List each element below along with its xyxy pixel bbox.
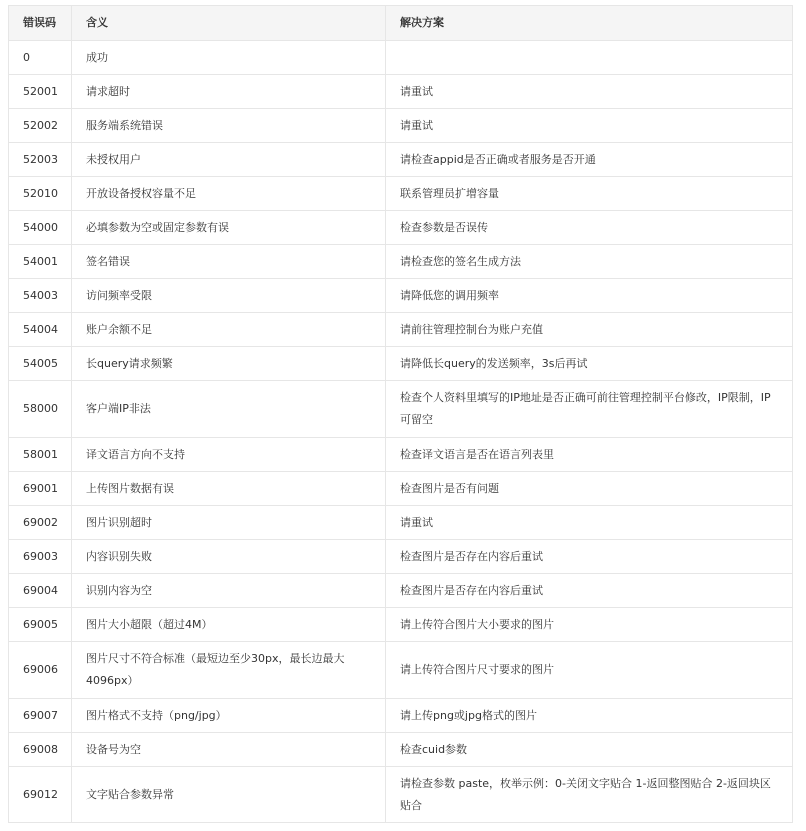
table-row xyxy=(9,143,793,177)
cell-code: 69008 xyxy=(9,733,72,767)
cell-meaning: 译文语言方向不支持 xyxy=(72,438,386,472)
cell-solution: 请重试 xyxy=(386,506,793,540)
table-header-row xyxy=(9,6,793,41)
cell-code: 69004 xyxy=(9,574,72,608)
cell-code: 52001 xyxy=(9,75,72,109)
table-row xyxy=(9,699,793,733)
cell-code: 58000 xyxy=(9,381,72,438)
cell-solution xyxy=(386,41,793,75)
cell-code: 69007 xyxy=(9,699,72,733)
cell-meaning: 识别内容为空 xyxy=(72,574,386,608)
table-row xyxy=(9,767,793,823)
cell-meaning: 客户端IP非法 xyxy=(72,381,386,438)
cell-code: 58001 xyxy=(9,438,72,472)
table-row xyxy=(9,574,793,608)
table-row xyxy=(9,109,793,143)
cell-code: 54000 xyxy=(9,211,72,245)
cell-solution: 检查个人资料里填写的IP地址是否正确可前往管理控制平台修改，IP限制，IP可留空 xyxy=(386,381,793,438)
cell-solution: 请上传符合图片尺寸要求的图片 xyxy=(386,642,793,699)
table-row xyxy=(9,245,793,279)
cell-solution: 请上传png或jpg格式的图片 xyxy=(386,699,793,733)
cell-code: 52002 xyxy=(9,109,72,143)
cell-code: 54001 xyxy=(9,245,72,279)
cell-solution: 检查图片是否存在内容后重试 xyxy=(386,574,793,608)
table-row xyxy=(9,608,793,642)
table-row xyxy=(9,313,793,347)
table-row xyxy=(9,381,793,438)
cell-solution: 检查参数是否误传 xyxy=(386,211,793,245)
cell-solution: 请前往管理控制台为账户充值 xyxy=(386,313,793,347)
cell-code: 69012 xyxy=(9,767,72,823)
cell-meaning: 签名错误 xyxy=(72,245,386,279)
table-row xyxy=(9,733,793,767)
cell-meaning: 图片尺寸不符合标准（最短边至少30px，最长边最大4096px） xyxy=(72,642,386,699)
table-row xyxy=(9,438,793,472)
cell-meaning: 必填参数为空或固定参数有误 xyxy=(72,211,386,245)
cell-meaning: 未授权用户 xyxy=(72,143,386,177)
table-row xyxy=(9,506,793,540)
header-meaning: 含义 xyxy=(72,6,386,41)
cell-code: 69005 xyxy=(9,608,72,642)
header-code: 错误码 xyxy=(9,6,72,41)
cell-code: 54004 xyxy=(9,313,72,347)
cell-solution: 请上传符合图片大小要求的图片 xyxy=(386,608,793,642)
cell-meaning: 请求超时 xyxy=(72,75,386,109)
cell-solution: 请检查appid是否正确或者服务是否开通 xyxy=(386,143,793,177)
cell-code: 69006 xyxy=(9,642,72,699)
cell-solution: 请降低长query的发送频率，3s后再试 xyxy=(386,347,793,381)
cell-meaning: 服务端系统错误 xyxy=(72,109,386,143)
table-row xyxy=(9,75,793,109)
table-row xyxy=(9,642,793,699)
cell-solution: 检查图片是否存在内容后重试 xyxy=(386,540,793,574)
table-row xyxy=(9,279,793,313)
cell-meaning: 图片格式不支持（png/jpg） xyxy=(72,699,386,733)
cell-code: 69001 xyxy=(9,472,72,506)
cell-meaning: 开放设备授权容量不足 xyxy=(72,177,386,211)
cell-code: 52003 xyxy=(9,143,72,177)
cell-meaning: 图片识别超时 xyxy=(72,506,386,540)
table-row xyxy=(9,472,793,506)
cell-code: 54003 xyxy=(9,279,72,313)
cell-solution: 检查图片是否有问题 xyxy=(386,472,793,506)
cell-meaning: 文字贴合参数异常 xyxy=(72,767,386,823)
cell-code: 0 xyxy=(9,41,72,75)
cell-meaning: 内容识别失败 xyxy=(72,540,386,574)
cell-meaning: 上传图片数据有误 xyxy=(72,472,386,506)
cell-meaning: 成功 xyxy=(72,41,386,75)
cell-code: 52010 xyxy=(9,177,72,211)
cell-code: 54005 xyxy=(9,347,72,381)
error-code-table xyxy=(8,5,793,823)
cell-code: 69003 xyxy=(9,540,72,574)
cell-solution: 检查cuid参数 xyxy=(386,733,793,767)
cell-solution: 联系管理员扩增容量 xyxy=(386,177,793,211)
cell-solution: 请降低您的调用频率 xyxy=(386,279,793,313)
header-solution: 解决方案 xyxy=(386,6,793,41)
cell-meaning: 图片大小超限（超过4M） xyxy=(72,608,386,642)
cell-solution: 请重试 xyxy=(386,109,793,143)
table-row xyxy=(9,347,793,381)
cell-meaning: 长query请求频繁 xyxy=(72,347,386,381)
table-row xyxy=(9,177,793,211)
cell-solution: 请检查参数 paste，枚举示例：0-关闭文字贴合 1-返回整图贴合 2-返回块区贴合 xyxy=(386,767,793,823)
table-row xyxy=(9,211,793,245)
cell-solution: 请重试 xyxy=(386,75,793,109)
cell-solution: 请检查您的签名生成方法 xyxy=(386,245,793,279)
cell-meaning: 访问频率受限 xyxy=(72,279,386,313)
cell-solution: 检查译文语言是否在语言列表里 xyxy=(386,438,793,472)
table-row xyxy=(9,41,793,75)
table-row xyxy=(9,540,793,574)
cell-code: 69002 xyxy=(9,506,72,540)
cell-meaning: 账户余额不足 xyxy=(72,313,386,347)
cell-meaning: 设备号为空 xyxy=(72,733,386,767)
